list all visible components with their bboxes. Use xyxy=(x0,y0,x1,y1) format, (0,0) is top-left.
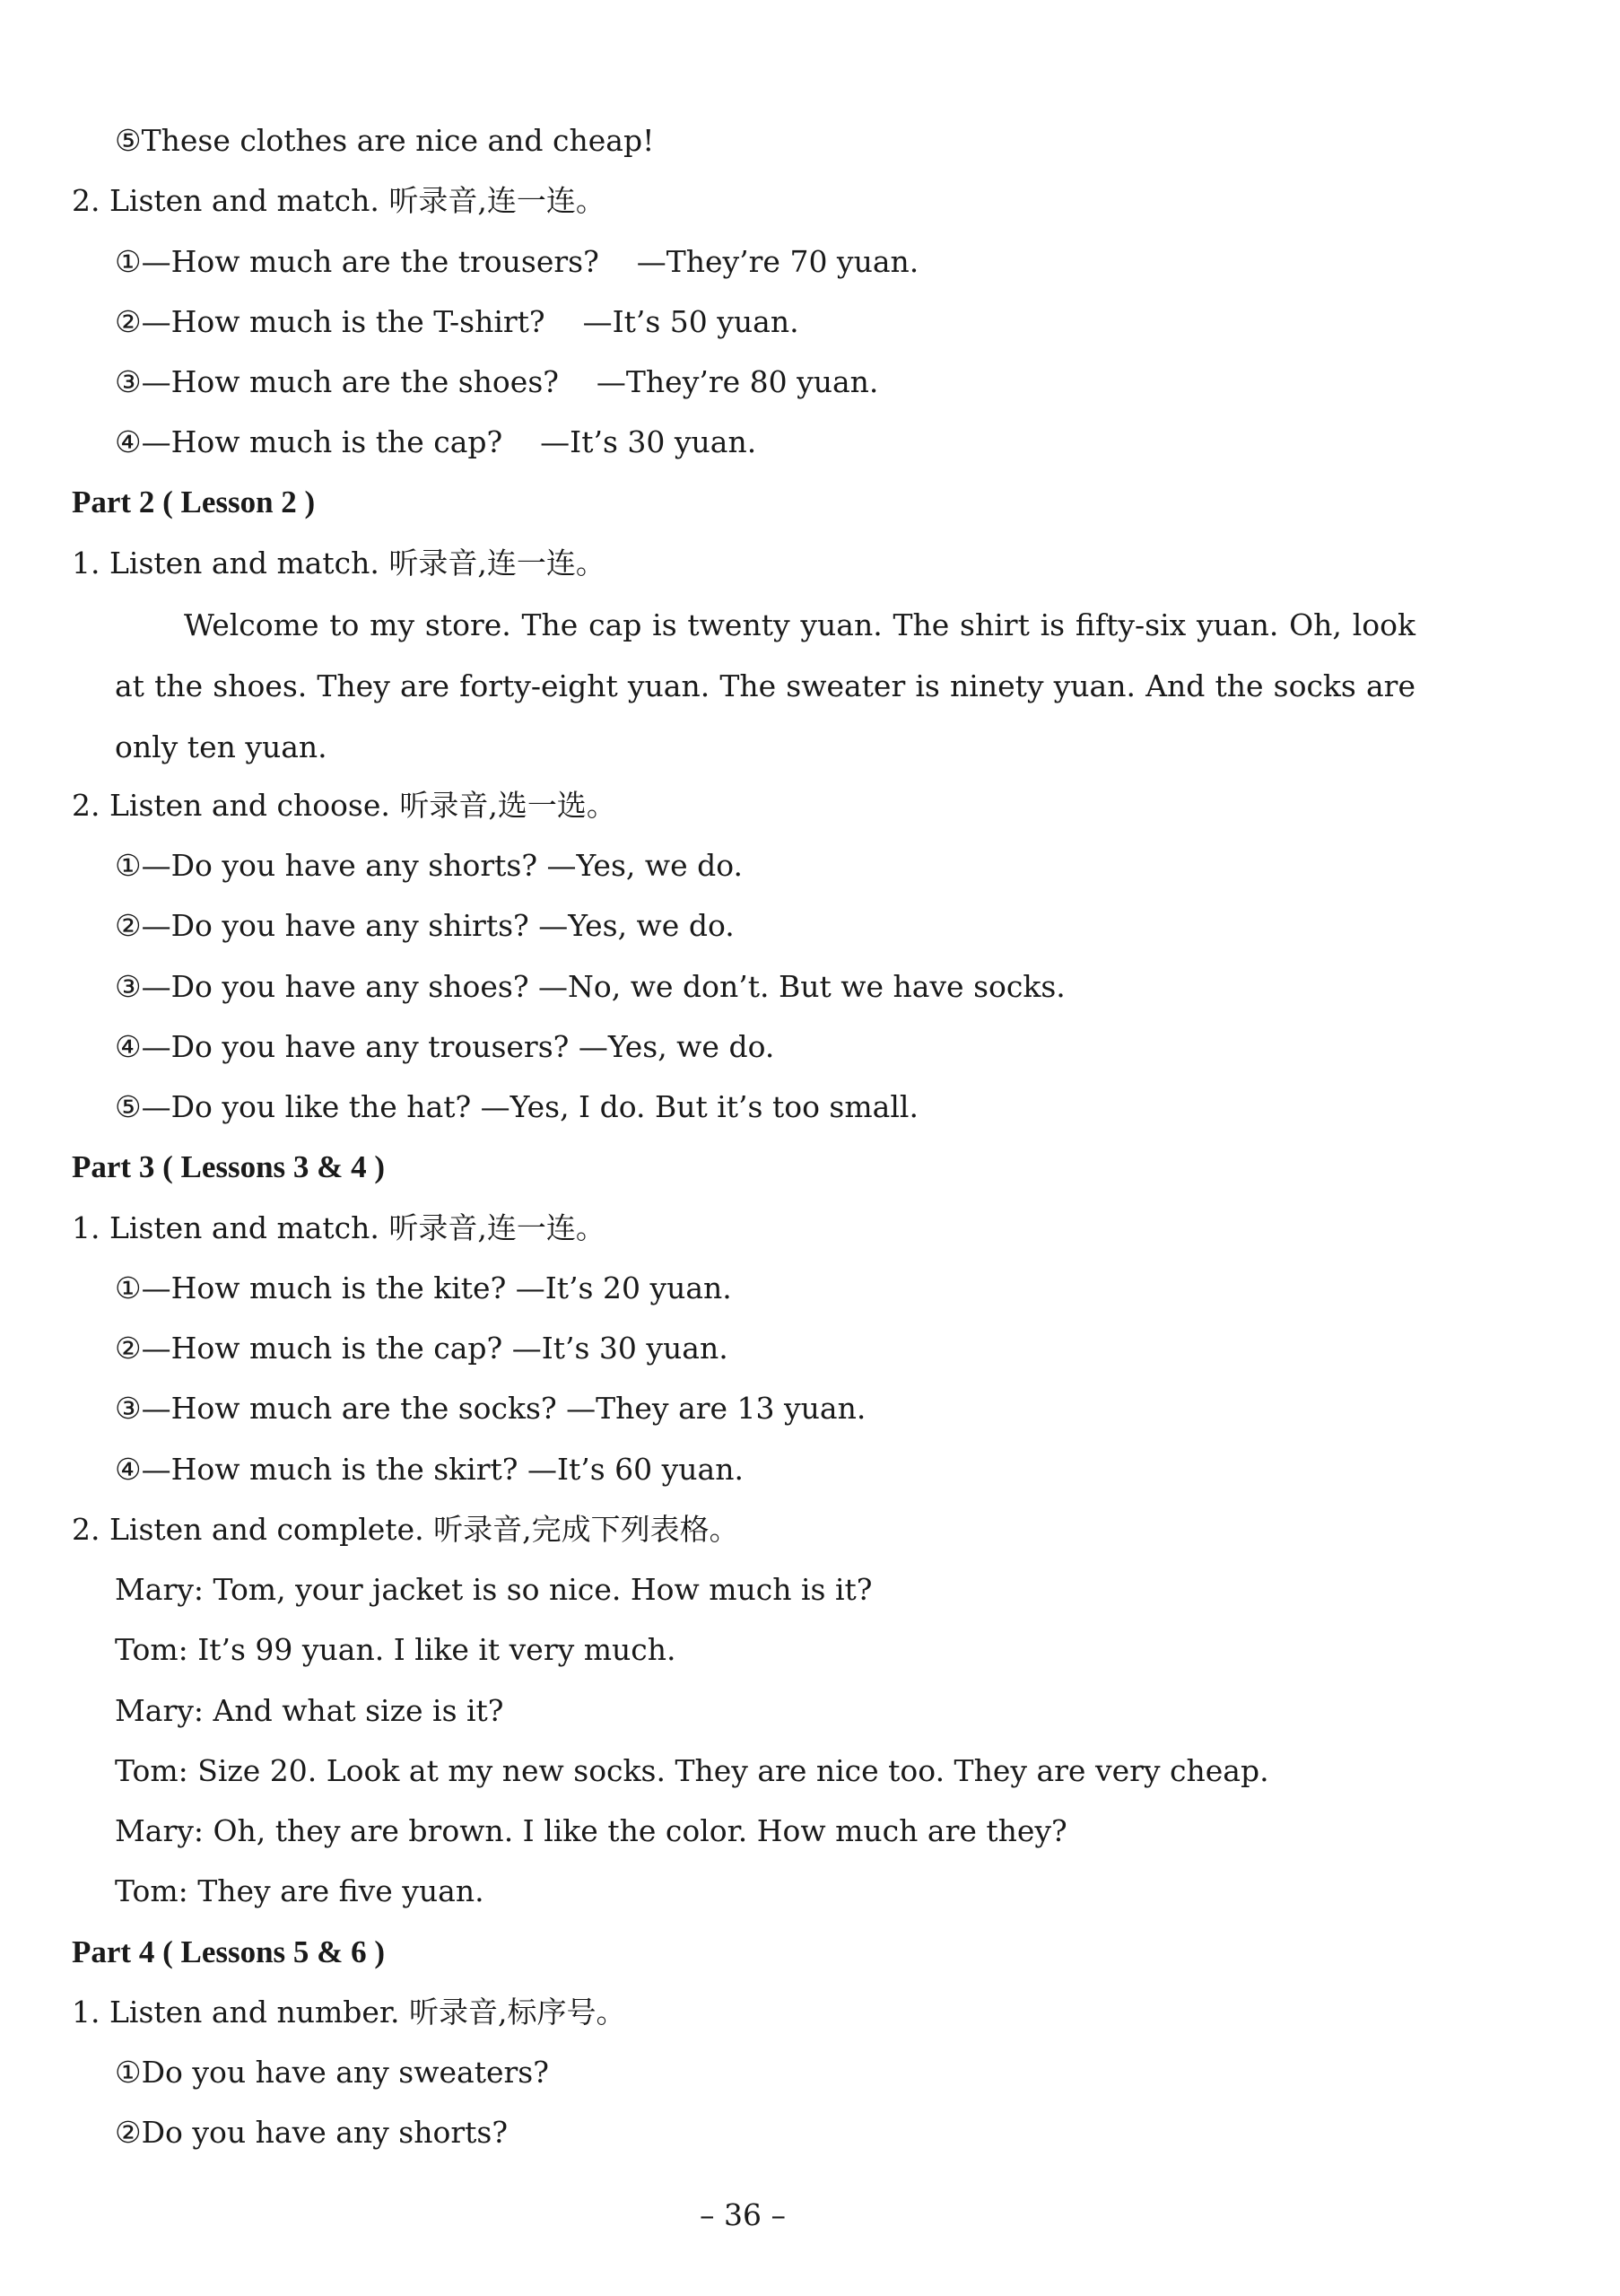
exercise-instruction: 2. Listen and choose. 听录音,选一选。 xyxy=(72,788,616,823)
exercise-item: ②—How much is the cap? —It’s 30 yuan. xyxy=(115,1331,728,1366)
exercise-instruction: 1. Listen and match. 听录音,连一连。 xyxy=(72,1210,605,1245)
exercise-item: ④—How much is the skirt? —It’s 60 yuan. xyxy=(115,1452,744,1487)
dialogue-line: Mary: Tom, your jacket is so nice. How much is it? xyxy=(115,1572,873,1607)
exercise-item: ②Do you have any shorts? xyxy=(115,2115,509,2150)
exercise-item: ②—How much is the T-shirt? —It’s 50 yuan. xyxy=(115,304,799,339)
exercise-item: ⑤These clothes are nice and cheap! xyxy=(115,123,655,158)
exercise-item: ①—How much are the trousers? —They’re 70 yuan. xyxy=(115,244,919,279)
exercise-item: ①—Do you have any shorts? —Yes, we do. xyxy=(115,848,744,883)
section-heading: Part 4 ( Lessons 5 & 6 ) xyxy=(72,1934,385,1969)
page-number: – 36 – xyxy=(700,2197,786,2232)
exercise-item: ①Do you have any sweaters? xyxy=(115,2055,549,2090)
exercise-item: ④—How much is the cap? —It’s 30 yuan. xyxy=(115,424,757,459)
exercise-instruction: 1. Listen and number. 听录音,标序号。 xyxy=(72,1995,626,2030)
exercise-item: ⑤—Do you like the hat? —Yes, I do. But it’s too small. xyxy=(115,1089,919,1124)
exercise-instruction: 2. Listen and complete. 听录音,完成下列表格。 xyxy=(72,1512,739,1547)
exercise-instruction: 2. Listen and match. 听录音,连一连。 xyxy=(72,183,605,218)
exercise-instruction: 1. Listen and match. 听录音,连一连。 xyxy=(72,546,605,581)
dialogue-line: Mary: And what size is it? xyxy=(115,1693,504,1728)
dialogue-line: Tom: They are five yuan. xyxy=(115,1873,484,1908)
listening-passage: Welcome to my store. The cap is twenty yuan. The shirt is fifty-six yuan. Oh, look at the shoes. They are forty-eight yuan. The sweater is ninety yuan. And the socks are only ten yuan. xyxy=(115,607,1415,764)
exercise-item: ③—How much are the shoes? —They’re 80 yuan. xyxy=(115,364,879,399)
exercise-item: ③—Do you have any shoes? —No, we don’t. But we have socks. xyxy=(115,969,1066,1004)
exercise-item: ②—Do you have any shirts? —Yes, we do. xyxy=(115,908,735,943)
section-heading: Part 3 ( Lessons 3 & 4 ) xyxy=(72,1149,385,1184)
dialogue-line: Tom: Size 20. Look at my new socks. They are nice too. They are very cheap. xyxy=(115,1753,1269,1788)
dialogue-line: Mary: Oh, they are brown. I like the color. How much are they? xyxy=(115,1813,1067,1848)
dialogue-line: Tom: It’s 99 yuan. I like it very much. xyxy=(115,1632,676,1667)
section-heading: Part 2 ( Lesson 2 ) xyxy=(72,485,316,519)
exercise-item: ④—Do you have any trousers? —Yes, we do. xyxy=(115,1029,775,1064)
exercise-item: ①—How much is the kite? —It’s 20 yuan. xyxy=(115,1270,732,1305)
exercise-item: ③—How much are the socks? —They are 13 yuan. xyxy=(115,1391,867,1426)
